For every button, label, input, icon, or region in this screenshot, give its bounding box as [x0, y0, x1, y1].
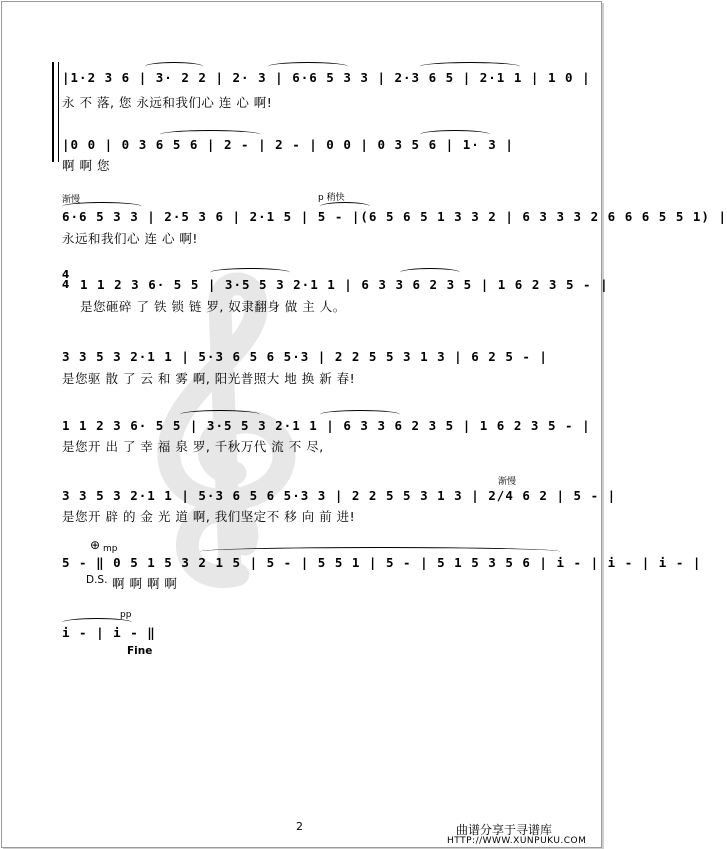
lyrics-line: 永远和我们心 连 心 啊! [62, 231, 198, 246]
dynamics-marking: pp [120, 610, 132, 620]
site-url: HTTP://WWW.XUNPUKU.COM [447, 836, 587, 846]
lyrics-line: 是您驱 散 了 云 和 雾 啊, 阳光普照大 地 换 新 春! [62, 371, 356, 386]
melody-line: 3 3 5 3 2·1 1 | 5·3 6 5 6 5·3 | 2 2 5 5 3 1 3 | 6 2 5 - | [62, 349, 548, 364]
lyrics-line: 是您开 出 了 幸 福 泉 罗, 千秋万代 流 不 尽, [62, 439, 324, 454]
page-number: 2 [296, 820, 303, 833]
slur [210, 268, 290, 277]
system-brace [58, 62, 59, 162]
harmony-line: |0 0 | 0 3 6 5 6 | 2 - | 2 - | 0 0 | 0 3 5 6 | 1· 3 | [62, 137, 514, 152]
lyrics-line: 啊 啊 啊 啊 [112, 576, 178, 591]
coda-sign-icon: ⊕ [90, 538, 101, 552]
tempo-marking: 渐慢 [498, 477, 517, 487]
system-bracket [52, 62, 54, 162]
dynamics-marking: p 稍快 [318, 193, 345, 203]
melody-line: i - | i - ‖ [62, 625, 156, 640]
time-signature: 4 4 [62, 269, 70, 291]
melody-line: 3 3 5 3 2·1 1 | 5·3 6 5 6 5·3 3 | 2 2 5 5 3 1 3 | 2/4 6 2 | 5 - | [62, 488, 617, 503]
lyrics-line: 是您开 辟 的 金 光 道 啊, 我们坚定不 移 向 前 进! [62, 509, 356, 524]
melody-line: 1 1 2 3 6· 5 5 | 3·5 5 3 2·1 1 | 6 3 3 6 2 3 5 | 1 6 2 3 5 - | [62, 418, 591, 433]
lyrics-line: 永 不 落, 您 永远和我们心 连 心 啊! [62, 95, 273, 110]
melody-line: 1 1 2 3 6· 5 5 | 3·5 5 3 2·1 1 | 6 3 3 6 2 3 5 | 1 6 2 3 5 - | [80, 277, 609, 292]
ds-marking: D.S. [86, 574, 108, 586]
site-name: 曲谱分享于寻谱库 [456, 823, 553, 837]
tempo-marking: 渐慢 [62, 195, 81, 205]
harmony-lyrics-line: 啊 啊 您 [62, 158, 110, 173]
melody-line: |1·2 3 6 | 3· 2 2 | 2· 3 | 6·6 5 3 3 | 2·3 6 5 | 2·1 1 | 1 0 | [62, 70, 591, 85]
slur [400, 268, 460, 277]
fine-marking: Fine [127, 645, 153, 657]
lyrics-line: 是您砸碎 了 铁 锁 链 罗, 奴隶翻身 做 主 人。 [80, 299, 346, 314]
melody-line: 5 - ‖ 0 5 1 5 3 2 1 5 | 5 - | 5 5 1 | 5 - | 5 1 5 3 5 6 | i - | i - | i - | [62, 555, 702, 570]
dynamics-marking: mp [103, 544, 118, 554]
melody-line: 6·6 5 3 3 | 2·5 3 6 | 2·1 5 | 5 - |(6 5 6 5 1 3 3 2 | 6 3 3 3 2 6 6 6 5 5 1) | [62, 209, 727, 224]
